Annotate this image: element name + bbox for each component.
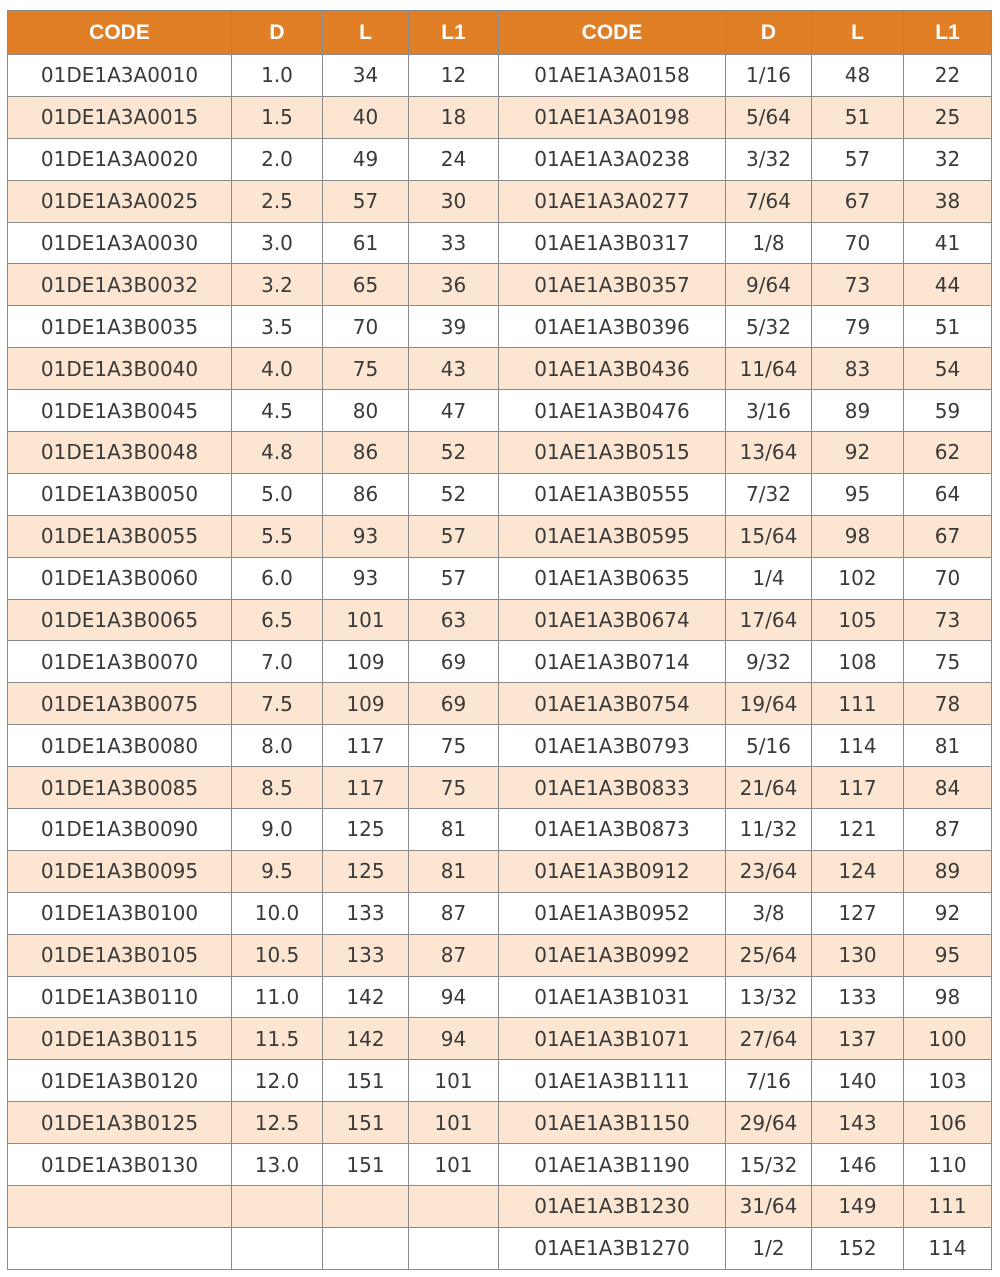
cell-l-right: 140 (812, 1060, 904, 1102)
cell-code-right: 01AE1A3B0952 (499, 892, 726, 934)
cell-d-right: 17/64 (726, 599, 812, 641)
cell-l-right: 105 (812, 599, 904, 641)
cell-d-right: 9/32 (726, 641, 812, 683)
header-d-left: D (232, 11, 323, 55)
cell-d-right: 25/64 (726, 934, 812, 976)
cell-d-right: 31/64 (726, 1186, 812, 1228)
cell-l1-right: 44 (904, 264, 992, 306)
cell-d-right: 7/32 (726, 473, 812, 515)
cell-d-right: 5/32 (726, 306, 812, 348)
cell-d-right: 27/64 (726, 1018, 812, 1060)
cell-code-left: 01DE1A3B0035 (8, 306, 232, 348)
cell-code-left: 01DE1A3A0030 (8, 222, 232, 264)
cell-d-left: 10.5 (232, 934, 323, 976)
cell-l-left: 93 (323, 515, 409, 557)
cell-l-left: 125 (323, 850, 409, 892)
cell-l-right: 95 (812, 473, 904, 515)
cell-code-left: 01DE1A3B0100 (8, 892, 232, 934)
cell-l1-right: 100 (904, 1018, 992, 1060)
cell-d-right: 3/16 (726, 390, 812, 432)
cell-d-left: 9.5 (232, 850, 323, 892)
cell-code-right: 01AE1A3B0635 (499, 557, 726, 599)
cell-d-right: 7/16 (726, 1060, 812, 1102)
cell-d-right: 9/64 (726, 264, 812, 306)
table-row (8, 390, 992, 432)
table-row (8, 683, 992, 725)
cell-d-left: 6.0 (232, 557, 323, 599)
cell-l1-right: 59 (904, 390, 992, 432)
cell-l1-left: 75 (409, 767, 499, 809)
cell-code-right: 01AE1A3B0754 (499, 683, 726, 725)
cell-d-right: 1/2 (726, 1227, 812, 1269)
cell-code-left: 01DE1A3B0050 (8, 473, 232, 515)
cell-d-right: 11/32 (726, 809, 812, 851)
cell-l-right: 121 (812, 809, 904, 851)
cell-l1-left: 101 (409, 1144, 499, 1186)
table-row (8, 976, 992, 1018)
cell-l-left: 109 (323, 641, 409, 683)
cell-l1-left: 52 (409, 432, 499, 474)
cell-d-left: 9.0 (232, 809, 323, 851)
cell-d-left: 11.0 (232, 976, 323, 1018)
table-row (8, 264, 992, 306)
cell-d-left: 2.5 (232, 180, 323, 222)
cell-code-left: 01DE1A3A0025 (8, 180, 232, 222)
cell-l1-left (409, 1227, 499, 1269)
cell-code-left (8, 1227, 232, 1269)
cell-l1-right: 98 (904, 976, 992, 1018)
cell-code-left: 01DE1A3B0090 (8, 809, 232, 851)
table-row (8, 306, 992, 348)
cell-l-left: 61 (323, 222, 409, 264)
cell-l-right: 51 (812, 96, 904, 138)
cell-l-right: 89 (812, 390, 904, 432)
header-l-left: L (323, 11, 409, 55)
table-row (8, 1102, 992, 1144)
cell-code-right: 01AE1A3B0476 (499, 390, 726, 432)
cell-d-right: 3/32 (726, 138, 812, 180)
cell-l-left: 65 (323, 264, 409, 306)
cell-l-left: 70 (323, 306, 409, 348)
cell-code-right: 01AE1A3B1071 (499, 1018, 726, 1060)
cell-l1-left: 87 (409, 892, 499, 934)
cell-l-left: 49 (323, 138, 409, 180)
table-row (8, 180, 992, 222)
cell-code-left: 01DE1A3B0095 (8, 850, 232, 892)
cell-code-right: 01AE1A3B0873 (499, 809, 726, 851)
cell-l-left: 125 (323, 809, 409, 851)
cell-d-left: 3.0 (232, 222, 323, 264)
cell-l-left: 86 (323, 432, 409, 474)
table-row (8, 599, 992, 641)
cell-l-left: 133 (323, 892, 409, 934)
cell-l-right: 133 (812, 976, 904, 1018)
table-body (8, 55, 992, 1270)
cell-l1-right: 87 (904, 809, 992, 851)
cell-l-left: 80 (323, 390, 409, 432)
cell-d-right: 15/64 (726, 515, 812, 557)
cell-l-right: 114 (812, 725, 904, 767)
cell-l-right: 79 (812, 306, 904, 348)
cell-code-right: 01AE1A3A0158 (499, 55, 726, 97)
cell-d-right: 1/16 (726, 55, 812, 97)
table-row (8, 557, 992, 599)
cell-d-left: 1.5 (232, 96, 323, 138)
header-d-right: D (726, 11, 812, 55)
cell-l1-right: 89 (904, 850, 992, 892)
cell-l-right: 83 (812, 348, 904, 390)
cell-d-right: 1/8 (726, 222, 812, 264)
cell-l1-left: 18 (409, 96, 499, 138)
cell-l-left: 101 (323, 599, 409, 641)
cell-d-left: 2.0 (232, 138, 323, 180)
table-row (8, 767, 992, 809)
table-row (8, 348, 992, 390)
cell-d-left: 4.5 (232, 390, 323, 432)
cell-code-right: 01AE1A3B0317 (499, 222, 726, 264)
cell-code-right: 01AE1A3B0396 (499, 306, 726, 348)
cell-l-left: 40 (323, 96, 409, 138)
cell-l1-left: 57 (409, 557, 499, 599)
cell-l1-right: 110 (904, 1144, 992, 1186)
cell-l-right: 149 (812, 1186, 904, 1228)
cell-d-left: 13.0 (232, 1144, 323, 1186)
table-row (8, 222, 992, 264)
cell-d-right: 5/64 (726, 96, 812, 138)
header-l1-right: L1 (904, 11, 992, 55)
cell-code-right: 01AE1A3B0357 (499, 264, 726, 306)
cell-code-left: 01DE1A3B0048 (8, 432, 232, 474)
table-row (8, 1186, 992, 1228)
cell-l1-right: 54 (904, 348, 992, 390)
cell-l1-left: 47 (409, 390, 499, 432)
cell-l1-right: 84 (904, 767, 992, 809)
cell-d-left: 4.8 (232, 432, 323, 474)
cell-d-left: 12.0 (232, 1060, 323, 1102)
cell-l-left: 34 (323, 55, 409, 97)
table-row (8, 515, 992, 557)
cell-l-right: 108 (812, 641, 904, 683)
cell-code-left: 01DE1A3B0070 (8, 641, 232, 683)
cell-l1-right: 38 (904, 180, 992, 222)
cell-d-right: 21/64 (726, 767, 812, 809)
cell-l1-left: 69 (409, 683, 499, 725)
cell-d-left: 3.5 (232, 306, 323, 348)
header-l1-left: L1 (409, 11, 499, 55)
cell-l-right: 73 (812, 264, 904, 306)
cell-l1-left: 33 (409, 222, 499, 264)
cell-l-right: 102 (812, 557, 904, 599)
cell-d-right: 5/16 (726, 725, 812, 767)
table-header (8, 11, 992, 55)
cell-code-right: 01AE1A3B1031 (499, 976, 726, 1018)
cell-d-left: 3.2 (232, 264, 323, 306)
cell-l1-left: 75 (409, 725, 499, 767)
cell-l1-right: 81 (904, 725, 992, 767)
cell-d-right: 23/64 (726, 850, 812, 892)
cell-l-left: 151 (323, 1144, 409, 1186)
cell-l1-left: 87 (409, 934, 499, 976)
cell-code-right: 01AE1A3B0714 (499, 641, 726, 683)
cell-code-right: 01AE1A3A0198 (499, 96, 726, 138)
cell-l-right: 67 (812, 180, 904, 222)
cell-code-left (8, 1186, 232, 1228)
cell-code-left: 01DE1A3B0125 (8, 1102, 232, 1144)
table-row (8, 850, 992, 892)
cell-l-left: 93 (323, 557, 409, 599)
cell-l-left: 117 (323, 725, 409, 767)
cell-d-left: 10.0 (232, 892, 323, 934)
cell-l-right: 124 (812, 850, 904, 892)
cell-l1-right: 41 (904, 222, 992, 264)
cell-code-left: 01DE1A3B0115 (8, 1018, 232, 1060)
cell-code-left: 01DE1A3B0032 (8, 264, 232, 306)
cell-l1-left: 36 (409, 264, 499, 306)
header-l-right: L (812, 11, 904, 55)
cell-code-right: 01AE1A3A0277 (499, 180, 726, 222)
cell-l1-left: 24 (409, 138, 499, 180)
cell-l-right: 98 (812, 515, 904, 557)
cell-l1-left: 43 (409, 348, 499, 390)
cell-l-left: 151 (323, 1102, 409, 1144)
cell-l-right: 152 (812, 1227, 904, 1269)
cell-l1-right: 114 (904, 1227, 992, 1269)
cell-d-left: 8.0 (232, 725, 323, 767)
cell-l-right: 146 (812, 1144, 904, 1186)
cell-d-left: 5.5 (232, 515, 323, 557)
cell-l1-right: 22 (904, 55, 992, 97)
cell-code-right: 01AE1A3B0833 (499, 767, 726, 809)
cell-l-right: 57 (812, 138, 904, 180)
cell-l1-left: 69 (409, 641, 499, 683)
cell-l1-right: 111 (904, 1186, 992, 1228)
cell-l-left: 109 (323, 683, 409, 725)
cell-code-left: 01DE1A3B0130 (8, 1144, 232, 1186)
cell-l-left: 86 (323, 473, 409, 515)
table-row (8, 55, 992, 97)
cell-l-left: 117 (323, 767, 409, 809)
cell-l-right: 92 (812, 432, 904, 474)
spec-table (7, 10, 992, 1270)
cell-d-left: 11.5 (232, 1018, 323, 1060)
cell-l1-left: 101 (409, 1060, 499, 1102)
table-row (8, 1227, 992, 1269)
cell-code-right: 01AE1A3B0555 (499, 473, 726, 515)
cell-code-right: 01AE1A3B0595 (499, 515, 726, 557)
cell-l-left: 142 (323, 976, 409, 1018)
cell-code-right: 01AE1A3B1190 (499, 1144, 726, 1186)
cell-code-left: 01DE1A3B0055 (8, 515, 232, 557)
cell-code-right: 01AE1A3B0912 (499, 850, 726, 892)
cell-l1-left: 39 (409, 306, 499, 348)
cell-l-right: 137 (812, 1018, 904, 1060)
cell-d-right: 29/64 (726, 1102, 812, 1144)
cell-d-left: 12.5 (232, 1102, 323, 1144)
cell-l1-left: 81 (409, 809, 499, 851)
cell-l-right: 127 (812, 892, 904, 934)
cell-l1-right: 73 (904, 599, 992, 641)
cell-l1-left: 94 (409, 976, 499, 1018)
table-row (8, 473, 992, 515)
cell-l-left: 142 (323, 1018, 409, 1060)
table-row (8, 892, 992, 934)
cell-d-left: 5.0 (232, 473, 323, 515)
cell-l1-left: 63 (409, 599, 499, 641)
header-code-right: CODE (499, 11, 726, 55)
cell-code-left: 01DE1A3B0110 (8, 976, 232, 1018)
cell-code-left: 01DE1A3B0065 (8, 599, 232, 641)
header-code-left: CODE (8, 11, 232, 55)
cell-l-left: 151 (323, 1060, 409, 1102)
cell-d-right: 19/64 (726, 683, 812, 725)
cell-code-right: 01AE1A3B1270 (499, 1227, 726, 1269)
cell-code-right: 01AE1A3B0793 (499, 725, 726, 767)
cell-code-left: 01DE1A3B0085 (8, 767, 232, 809)
cell-l1-right: 67 (904, 515, 992, 557)
cell-code-right: 01AE1A3B1150 (499, 1102, 726, 1144)
cell-d-right: 3/8 (726, 892, 812, 934)
table-row (8, 725, 992, 767)
cell-l1-left: 81 (409, 850, 499, 892)
cell-l1-right: 70 (904, 557, 992, 599)
cell-code-right: 01AE1A3B0674 (499, 599, 726, 641)
table-row (8, 432, 992, 474)
cell-l1-right: 103 (904, 1060, 992, 1102)
cell-code-left: 01DE1A3A0020 (8, 138, 232, 180)
cell-code-left: 01DE1A3B0060 (8, 557, 232, 599)
cell-l1-right: 92 (904, 892, 992, 934)
cell-l1-left: 30 (409, 180, 499, 222)
cell-l-left (323, 1186, 409, 1228)
cell-l1-left: 57 (409, 515, 499, 557)
cell-l-right: 143 (812, 1102, 904, 1144)
cell-l1-left: 12 (409, 55, 499, 97)
table-row (8, 641, 992, 683)
cell-d-right: 13/64 (726, 432, 812, 474)
cell-code-right: 01AE1A3B1111 (499, 1060, 726, 1102)
cell-d-right: 13/32 (726, 976, 812, 1018)
cell-l1-left (409, 1186, 499, 1228)
cell-d-left: 1.0 (232, 55, 323, 97)
cell-code-right: 01AE1A3B1230 (499, 1186, 726, 1228)
cell-l-left: 133 (323, 934, 409, 976)
cell-d-left: 6.5 (232, 599, 323, 641)
cell-l1-right: 25 (904, 96, 992, 138)
cell-d-left (232, 1227, 323, 1269)
cell-l-right: 130 (812, 934, 904, 976)
cell-d-right: 7/64 (726, 180, 812, 222)
cell-code-right: 01AE1A3B0515 (499, 432, 726, 474)
cell-l1-right: 64 (904, 473, 992, 515)
cell-l1-left: 94 (409, 1018, 499, 1060)
cell-l1-left: 52 (409, 473, 499, 515)
cell-code-left: 01DE1A3B0105 (8, 934, 232, 976)
table-row (8, 96, 992, 138)
cell-l1-right: 75 (904, 641, 992, 683)
cell-code-left: 01DE1A3A0010 (8, 55, 232, 97)
cell-d-left: 4.0 (232, 348, 323, 390)
table-row (8, 138, 992, 180)
cell-l1-right: 62 (904, 432, 992, 474)
cell-l-right: 70 (812, 222, 904, 264)
cell-l1-right: 95 (904, 934, 992, 976)
cell-d-right: 1/4 (726, 557, 812, 599)
cell-code-left: 01DE1A3B0120 (8, 1060, 232, 1102)
cell-l-right: 117 (812, 767, 904, 809)
cell-d-right: 11/64 (726, 348, 812, 390)
cell-code-right: 01AE1A3B0992 (499, 934, 726, 976)
cell-l-left: 75 (323, 348, 409, 390)
table-row (8, 809, 992, 851)
cell-l1-right: 78 (904, 683, 992, 725)
cell-code-left: 01DE1A3B0045 (8, 390, 232, 432)
header-row (8, 11, 992, 55)
cell-d-left: 7.0 (232, 641, 323, 683)
cell-d-left: 7.5 (232, 683, 323, 725)
cell-l1-left: 101 (409, 1102, 499, 1144)
cell-code-right: 01AE1A3A0238 (499, 138, 726, 180)
cell-l-right: 48 (812, 55, 904, 97)
cell-code-right: 01AE1A3B0436 (499, 348, 726, 390)
cell-code-left: 01DE1A3B0040 (8, 348, 232, 390)
cell-d-left: 8.5 (232, 767, 323, 809)
cell-l-left: 57 (323, 180, 409, 222)
cell-d-right: 15/32 (726, 1144, 812, 1186)
table-row (8, 934, 992, 976)
table-row (8, 1018, 992, 1060)
cell-code-left: 01DE1A3B0080 (8, 725, 232, 767)
table-row (8, 1144, 992, 1186)
cell-d-left (232, 1186, 323, 1228)
cell-l1-right: 106 (904, 1102, 992, 1144)
cell-l1-right: 32 (904, 138, 992, 180)
cell-code-left: 01DE1A3B0075 (8, 683, 232, 725)
cell-l-right: 111 (812, 683, 904, 725)
cell-code-left: 01DE1A3A0015 (8, 96, 232, 138)
table-row (8, 1060, 992, 1102)
cell-l1-right: 51 (904, 306, 992, 348)
cell-l-left (323, 1227, 409, 1269)
